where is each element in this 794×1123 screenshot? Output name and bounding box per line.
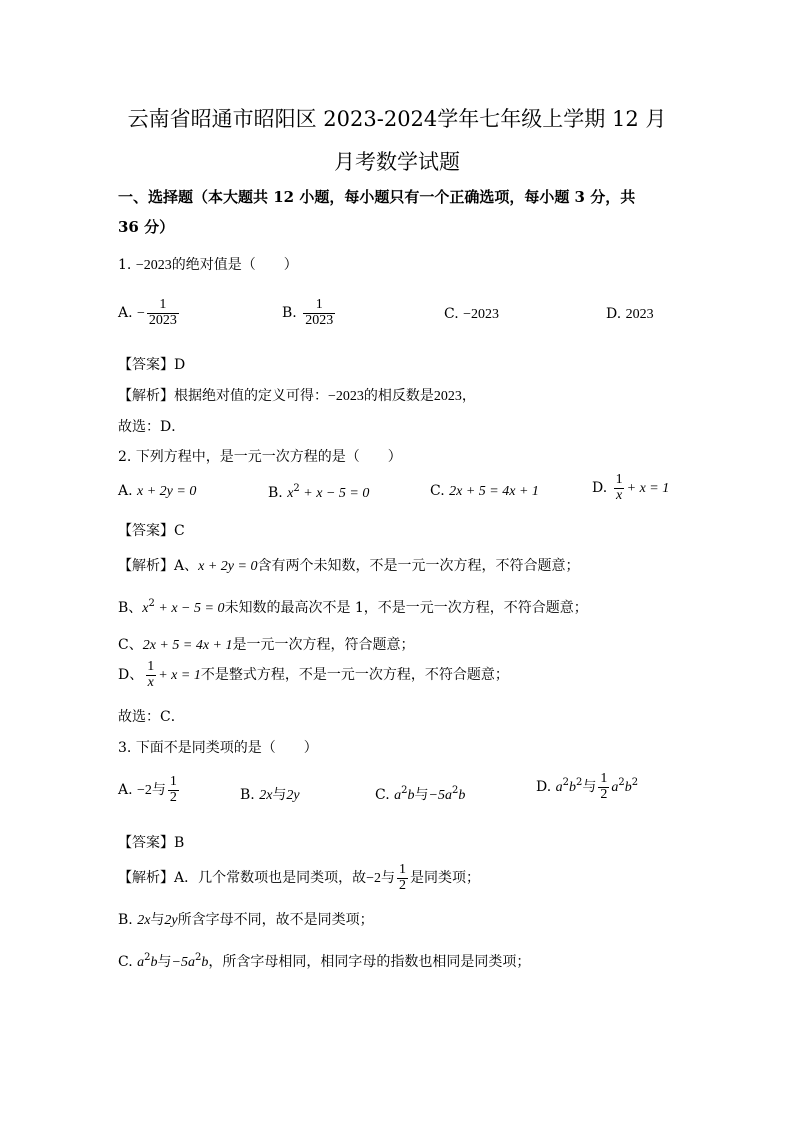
q3-analysis-c-expr1-exponent: 2 — [144, 952, 151, 963]
q3-option-d-tail-exponent1: 2 — [618, 777, 625, 789]
q3-analysis-a-numerator: 1 — [399, 862, 407, 877]
q3-text: 下面不是同类项的是（ ） — [135, 740, 318, 756]
q3-analysis-c-expr1: a — [137, 955, 145, 970]
q2-option-b-label: B. — [268, 485, 283, 501]
q2-option-a-label: A. — [118, 483, 133, 499]
q2-analysis-b-exponent: 2 — [148, 598, 155, 609]
q1-option-a-denominator: 2023 — [148, 312, 177, 328]
q2-analysis-c-text: 是一元一次方程，符合题意； — [232, 637, 415, 653]
q1-text: 的绝对值是（ ） — [171, 257, 298, 273]
q2-option-c — [430, 483, 539, 500]
q1-number: 1. — [118, 257, 132, 273]
q3-analysis-c-expr2-exponent: 2 — [194, 952, 202, 963]
q2-analysis-d-text: 不是整式方程，不是一元一次方程，不符合题意； — [200, 667, 509, 684]
q1-option-a-fraction — [147, 298, 179, 328]
q1-option-b — [282, 298, 337, 328]
q1-option-a-numerator: 1 — [159, 297, 167, 312]
q3-option-d-expr1-exponent2: 2 — [576, 777, 583, 789]
q2-option-a — [118, 483, 196, 500]
q1-option-a-sign: − — [137, 306, 145, 322]
q1-option-c-value: −2023 — [463, 307, 500, 322]
q3-option-a-denominator: 2 — [169, 789, 177, 805]
q1-answer: 【答案】D — [118, 357, 186, 373]
q1-conclusion: 故选：D． — [118, 419, 186, 435]
section1-heading-line1: 一、选择题（本大题共 12 小题，每小题只有一个正确选项，每小题 3 分，共 — [118, 188, 636, 206]
q3-analysis-b — [118, 909, 374, 929]
q3-option-b-with: 与 — [272, 787, 287, 803]
q3-analysis-c — [118, 951, 530, 971]
q3-stem — [118, 737, 318, 757]
q3-option-d-tail: a — [611, 780, 619, 796]
q1-option-a — [118, 298, 181, 328]
q2-analysis-d-denominator: x — [147, 674, 154, 690]
q3-analysis-a-denominator: 2 — [399, 877, 407, 893]
q3-option-c-expr1-exponent: 2 — [401, 785, 408, 796]
doc-title-line1: 云南省昭通市昭阳区 2023-2024学年七年级上学期 12 月 — [127, 107, 667, 131]
q3-analysis-a — [118, 863, 480, 893]
q2-option-b-exponent: 2 — [293, 483, 300, 494]
q3-option-d-with: 与 — [582, 779, 597, 796]
q3-analysis-a-expr: −2 — [366, 871, 382, 887]
q3-option-d-numerator: 1 — [600, 771, 608, 786]
q3-option-b — [240, 784, 300, 804]
doc-title-line2: 月考数学试题 — [334, 150, 460, 174]
q2-analysis-c-expr: 2x + 5 = 4x + 1 — [142, 638, 233, 653]
q3-option-c-expr2-tail: b — [458, 788, 466, 803]
q2-analysis-b — [118, 597, 588, 617]
q1-option-c-label: C. — [444, 306, 459, 322]
q3-number: 3. — [118, 740, 132, 756]
q1-option-d — [606, 306, 654, 323]
q1-analysis-mid: 的相反数是 — [363, 388, 434, 404]
q3-option-a-fraction — [168, 775, 179, 805]
q2-option-d-numerator: 1 — [615, 472, 623, 487]
q3-analysis-a-fraction — [397, 863, 408, 893]
q1-analysis — [118, 385, 476, 405]
q2-conclusion: 故选：C． — [118, 709, 185, 725]
q1-expr: −2023 — [135, 258, 172, 273]
q3-analysis-c-prefix: C. — [118, 954, 138, 970]
q3-option-d-tail-exponent2: 2 — [631, 777, 639, 789]
q2-option-b-rest: + x − 5 = 0 — [299, 486, 370, 501]
q3-answer: 【答案】B — [118, 835, 185, 851]
q1-option-d-label: D. — [606, 306, 622, 322]
q2-option-d-denominator: x — [616, 487, 623, 503]
q2-analysis-d — [118, 660, 509, 690]
q1-option-b-fraction — [303, 298, 335, 328]
q3-analysis-c-expr2: −5a — [171, 955, 195, 970]
q1-option-d-value: 2023 — [625, 307, 654, 322]
q3-analysis-c-expr1-tail: b — [150, 955, 158, 970]
q3-analysis-a-prefix: 【解析】A．几个常数项也是同类项，故 — [118, 870, 367, 887]
q2-stem — [118, 446, 402, 466]
q2-analysis-b-prefix: B、 — [118, 600, 143, 616]
q2-analysis-c — [118, 634, 415, 654]
q3-option-d-fraction — [598, 772, 609, 802]
q2-analysis-a-text: 含有两个未知数，不是一元一次方程，不符合题意； — [257, 558, 580, 574]
q1-option-b-label: B. — [282, 305, 297, 322]
q1-stem — [118, 254, 298, 274]
q3-analysis-b-text: 所含字母不同，故不是同类项； — [177, 912, 374, 928]
q2-option-d — [592, 473, 669, 503]
q3-analysis-a-text: 是同类项； — [410, 870, 481, 887]
q3-analysis-b-with: 与 — [150, 912, 165, 928]
q2-option-a-expr: x + 2y = 0 — [137, 484, 197, 499]
q2-option-d-fraction — [614, 473, 625, 503]
q1-option-c — [444, 306, 499, 323]
q2-option-d-rest: + x = 1 — [626, 481, 670, 497]
q2-option-d-label: D. — [592, 480, 608, 497]
q3-analysis-b-expr2: 2y — [164, 913, 178, 928]
q1-analysis-prefix: 【解析】根据绝对值的定义可得： — [118, 388, 328, 404]
q2-option-b-base: x — [287, 486, 294, 501]
q3-option-c-expr2: −5a — [428, 788, 452, 803]
q3-option-a-numerator: 1 — [169, 774, 177, 789]
q2-option-c-label: C. — [430, 483, 445, 499]
q3-analysis-b-expr1: 2x — [137, 913, 151, 928]
q3-option-b-expr1: 2x — [259, 788, 273, 803]
q3-option-a-label: A. — [118, 782, 133, 799]
q2-option-c-expr: 2x + 5 = 4x + 1 — [449, 484, 539, 499]
q3-option-c-label: C. — [375, 787, 390, 803]
q3-analysis-a-with: 与 — [381, 870, 396, 887]
q3-option-a-with: 与 — [151, 782, 166, 799]
q1-analysis-expr1: −2023 — [328, 389, 364, 404]
q3-option-d — [536, 772, 638, 802]
q2-analysis-a — [118, 555, 579, 575]
q3-option-d-tail-mid: b — [624, 780, 632, 796]
q2-text: 下列方程中，是一元一次方程的是（ ） — [135, 449, 402, 465]
q3-option-c — [375, 784, 465, 804]
q1-option-b-denominator: 2023 — [305, 312, 334, 328]
q2-analysis-d-numerator: 1 — [147, 659, 155, 674]
q3-option-b-label: B. — [240, 787, 255, 803]
q3-option-c-expr2-exponent: 2 — [451, 785, 459, 796]
q3-option-b-expr2: 2y — [286, 788, 300, 803]
q3-option-a-expr: −2 — [137, 783, 152, 799]
q3-analysis-b-prefix: B. — [118, 912, 138, 928]
q2-analysis-a-prefix: 【解析】A、 — [118, 558, 199, 574]
q2-number: 2. — [118, 449, 132, 465]
q1-option-a-label: A. — [118, 305, 133, 322]
q3-option-d-denominator: 2 — [600, 786, 608, 802]
q2-analysis-d-rest: + x = 1 — [158, 668, 201, 684]
q1-option-b-numerator: 1 — [315, 297, 323, 312]
q1-analysis-expr2: 2023 — [433, 389, 462, 404]
q1-analysis-end: ， — [461, 388, 476, 404]
q3-option-c-expr1: a — [394, 788, 402, 803]
section1-heading-line2: 36 分） — [118, 218, 175, 236]
q2-analysis-d-fraction — [145, 660, 156, 690]
q2-analysis-b-base: x — [142, 601, 149, 616]
q3-option-c-with: 与 — [414, 787, 429, 803]
q2-analysis-b-rest: + x − 5 = 0 — [154, 601, 225, 616]
q2-answer: 【答案】C — [118, 523, 185, 539]
q3-analysis-c-text: ，所含字母相同，相同字母的指数也相同是同类项； — [208, 954, 531, 970]
q3-option-d-expr1-mid: b — [569, 780, 577, 796]
q2-analysis-c-prefix: C、 — [118, 637, 143, 653]
q3-option-d-label: D. — [536, 779, 552, 796]
q3-analysis-c-expr2-tail: b — [201, 955, 209, 970]
q2-option-b — [268, 483, 369, 502]
q2-analysis-a-expr: x + 2y = 0 — [198, 559, 258, 574]
q3-option-c-expr1-tail: b — [407, 788, 415, 803]
q3-option-d-expr1: a — [555, 780, 563, 796]
q3-analysis-c-with: 与 — [157, 954, 172, 970]
q3-option-d-expr1-exponent1: 2 — [562, 777, 570, 789]
q2-analysis-d-prefix: D、 — [118, 667, 144, 684]
q2-analysis-b-text: 未知数的最高次不是 1，不是一元一次方程，不符合题意； — [224, 600, 588, 616]
q3-option-a — [118, 775, 181, 805]
